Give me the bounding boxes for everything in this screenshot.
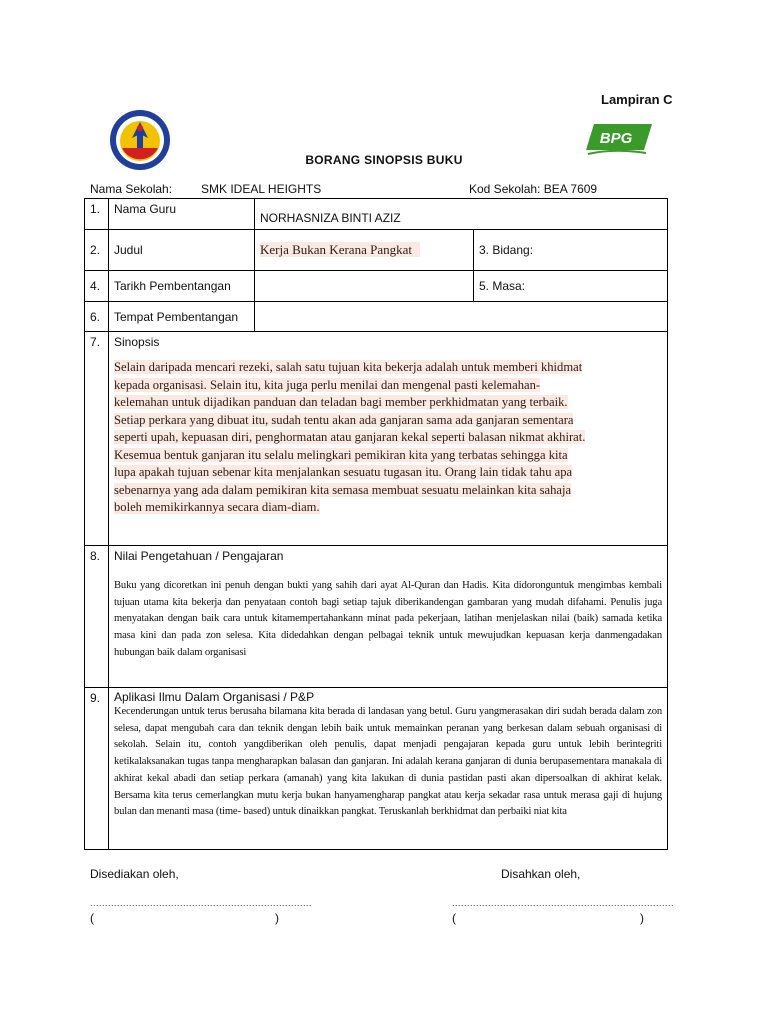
nilai-label: Nilai Pengetahuan / Pengajaran <box>114 549 284 563</box>
tarikh-value[interactable] <box>255 271 474 302</box>
row-number: 2. <box>85 230 109 271</box>
judul-label: Judul <box>109 230 255 271</box>
bidang-label: 3. Bidang: <box>474 230 668 271</box>
form-title: BORANG SINOPSIS BUKU <box>305 153 463 167</box>
row-number: 9. <box>85 688 109 850</box>
nama-guru-value: NORHASNIZA BINTI AZIZ <box>255 199 668 230</box>
nama-sekolah-label: Nama Sekolah: <box>90 182 173 196</box>
sinopsis-line: boleh memikirkannya secara diam-diam. <box>114 500 320 514</box>
signature-line-left: .......................................................................... <box>90 898 313 908</box>
sinopsis-line: sebenarnya yang ada dalam pemikiran kita semasa membuat sesuatu melainkan kita sahaja <box>114 482 572 497</box>
masa-label: 5. Masa: <box>474 271 668 302</box>
row-number: 4. <box>85 271 109 302</box>
bpg-logo-text: BPG <box>599 130 633 147</box>
sinopsis-label: Sinopsis <box>114 335 160 349</box>
row-number: 8. <box>85 546 109 688</box>
nilai-text: Buku yang dicoretkan ini penuh dengan bukti yang sahih dari ayat Al-Quran dan Hadis. Kita didoronguntuk mengimbas kembali tujuan utama kita bekerja dan penyataan contoh bagi setiap tajuk diberikandengan gambaran yang mudah difahami. Penulis juga menyatakan dengan baik cara untuk kitamempertahankann minat pada pekerjaan, latihan menjelaskan nilai (baik) samada ketika masa kini dan pada zon selesa. Kita didedahkan dengan pelbagai teknik untuk mewujudkan kepuasan kerja danmengadakan hubungan baik dalam organisasi <box>114 580 662 658</box>
paren-open-left: ( <box>90 911 94 925</box>
sinopsis-line: seperti upah, kepuasan diri, penghormatan atau ganjaran kekal seperti balasan nikmat akhirat. <box>114 430 586 444</box>
aplikasi-text: Kecenderungan untuk terus berusaha bilamana kita berada di landasan yang betul. Guru yangmerasakan diri sudah berada dalam zon selesa, dapat mengubah cara dan teknik dengan lebih baik untuk memainkan peranan yang berkesan dalam sebuah organisasi di sekolah. Selain itu, contoh yangdiberikan oleh penulis, dapat menjadi pengajaran kepada guru untuk lebih berintegriti ketikalaksanakan tugas tanpa mengharapkan balasan dan ganjaran. Ini adalah kerana ganjaran di dunia berupasementara manakala di akhirat kekal abadi dan setiap perkara (amanah) yang kita lakukan di dunia pastidan pasti akan dipersoalkan di akhirat kelak. Bersama kita terus cemerlangkan mutu kerja bukan hanyamengharap pangkat atau kerja sekadar rasa untuk merasa gaji di hujung bulan dan menanti masa (time- based) untuk dinaikkan pangkat. Teruskanlah berkhidmat dan perbaiki niat kita <box>114 706 662 818</box>
sinopsis-line: Setiap perkara yang dibuat itu, sudah tentu akan ada ganjaran sama ada ganjaran sementara <box>114 412 574 427</box>
paren-close-left: ) <box>275 911 279 925</box>
paren-close-right: ) <box>640 911 644 925</box>
row-tempat <box>85 302 668 332</box>
sinopsis-line: Kesemua bentuk ganjaran itu selalu melingkari pemikiran kita yang terbatas sehingga kita <box>114 447 568 462</box>
row-tarikh <box>85 271 668 302</box>
lampiran-label: Lampiran C <box>601 92 673 107</box>
row-nama-guru <box>85 199 668 230</box>
tempat-value[interactable] <box>255 302 668 332</box>
judul-value: Kerja Bukan Kerana Pangkat <box>260 242 420 257</box>
sinopsis-line: lupa apakah tujuan sebenar kita menjalankan sesuatu tugasan itu. Orang lain tidak tahu apa <box>114 465 573 479</box>
nama-guru-label: Nama Guru <box>109 199 255 230</box>
tarikh-label: Tarikh Pembentangan <box>109 271 255 302</box>
row-number: 7. <box>85 332 109 546</box>
synopsis-form-table <box>84 198 668 850</box>
row-judul <box>85 230 668 271</box>
sinopsis-text <box>114 359 662 517</box>
row-nilai <box>85 546 668 688</box>
kod-sekolah: Kod Sekolah: BEA 7609 <box>469 182 598 196</box>
row-number: 1. <box>85 199 109 230</box>
sinopsis-line: Selain daripada mencari rezeki, salah satu tujuan kita bekerja adalah untuk memberi khidmat <box>114 360 583 374</box>
aplikasi-label: Aplikasi Ilmu Dalam Organisasi / P&P <box>114 690 315 704</box>
signature-line-right: .......................................................................... <box>452 898 675 908</box>
paren-open-right: ( <box>452 911 456 925</box>
sinopsis-line: kepada organisasi. Selain itu, kita juga perlu menilai dan mengenal pasti kelemahan- <box>114 377 541 392</box>
tempat-label: Tempat Pembentangan <box>109 302 255 332</box>
disahkan-label: Disahkan oleh, <box>501 867 581 881</box>
nama-sekolah-value: SMK IDEAL HEIGHTS <box>201 182 322 196</box>
sinopsis-line: kelemahan untuk dijadikan panduan dan teladan bagi member perkhidmatan yang terbaik. <box>114 395 568 409</box>
row-aplikasi <box>85 688 668 850</box>
row-number: 6. <box>85 302 109 332</box>
row-sinopsis <box>85 332 668 546</box>
disediakan-label: Disediakan oleh, <box>90 867 179 881</box>
